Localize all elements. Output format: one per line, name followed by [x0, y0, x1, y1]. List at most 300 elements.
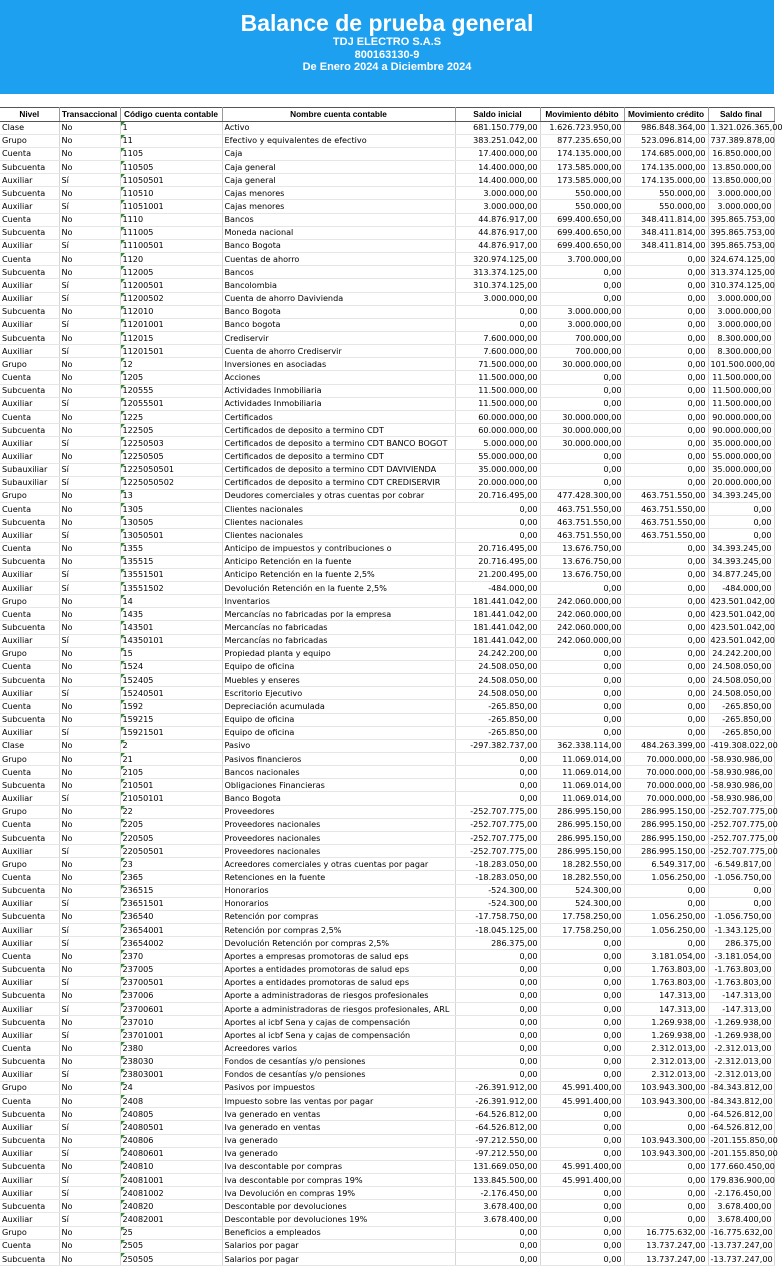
cell-movimiento-credito[interactable]: 484.263.399,00 — [624, 739, 708, 752]
cell-codigo[interactable]: 112010 — [120, 305, 222, 318]
cell-saldo-final[interactable]: 0,00 — [708, 897, 774, 910]
cell-saldo-inicial[interactable]: 0,00 — [455, 1029, 540, 1042]
cell-saldo-inicial[interactable]: -524.300,00 — [455, 897, 540, 910]
cell-nivel[interactable]: Clase — [0, 121, 59, 134]
cell-nivel[interactable]: Cuenta — [0, 1042, 59, 1055]
cell-nivel[interactable]: Auxiliar — [0, 897, 59, 910]
cell-codigo[interactable]: 240806 — [120, 1134, 222, 1147]
cell-nombre[interactable]: Efectivo y equivalentes de efectivo — [222, 134, 455, 147]
cell-movimiento-credito[interactable]: 70.000.000,00 — [624, 766, 708, 779]
cell-nombre[interactable]: Beneficios a empleados — [222, 1226, 455, 1239]
cell-nombre[interactable]: Retención por compras — [222, 910, 455, 923]
cell-movimiento-credito[interactable]: 0,00 — [624, 476, 708, 489]
cell-nivel[interactable]: Cuenta — [0, 371, 59, 384]
cell-saldo-inicial[interactable]: 44.876.917,00 — [455, 213, 540, 226]
cell-movimiento-debito[interactable]: 0,00 — [540, 1134, 624, 1147]
cell-movimiento-debito[interactable]: 0,00 — [540, 1068, 624, 1081]
cell-saldo-inicial[interactable]: 133.845.500,00 — [455, 1174, 540, 1187]
cell-saldo-final[interactable]: 13.850.000,00 — [708, 160, 774, 173]
cell-transaccional[interactable]: No — [59, 766, 120, 779]
cell-nombre[interactable]: Equipo de oficina — [222, 726, 455, 739]
cell-nivel[interactable]: Auxiliar — [0, 174, 59, 187]
cell-movimiento-debito[interactable]: 463.751.550,00 — [540, 529, 624, 542]
cell-movimiento-credito[interactable]: 0,00 — [624, 897, 708, 910]
cell-nombre[interactable]: Inventarios — [222, 595, 455, 608]
cell-codigo[interactable]: 12250503 — [120, 437, 222, 450]
cell-movimiento-credito[interactable]: 16.775.632,00 — [624, 1226, 708, 1239]
cell-saldo-inicial[interactable]: -97.212.550,00 — [455, 1134, 540, 1147]
cell-transaccional[interactable]: No — [59, 305, 120, 318]
cell-movimiento-debito[interactable]: 0,00 — [540, 1252, 624, 1265]
cell-codigo[interactable]: 23701001 — [120, 1029, 222, 1042]
cell-movimiento-credito[interactable]: 0,00 — [624, 279, 708, 292]
cell-nombre[interactable]: Iva generado en ventas — [222, 1108, 455, 1121]
cell-saldo-final[interactable]: -265.850,00 — [708, 700, 774, 713]
cell-transaccional[interactable]: No — [59, 660, 120, 673]
cell-codigo[interactable]: 2370 — [120, 950, 222, 963]
cell-transaccional[interactable]: Sí — [59, 1147, 120, 1160]
cell-transaccional[interactable]: Sí — [59, 897, 120, 910]
cell-movimiento-debito[interactable]: 3.000.000,00 — [540, 318, 624, 331]
cell-nivel[interactable]: Cuenta — [0, 213, 59, 226]
cell-saldo-final[interactable]: -419.308.022,00 — [708, 739, 774, 752]
cell-transaccional[interactable]: Sí — [59, 568, 120, 581]
cell-codigo[interactable]: 11100501 — [120, 239, 222, 252]
cell-codigo[interactable]: 210501 — [120, 779, 222, 792]
cell-codigo[interactable]: 23654002 — [120, 937, 222, 950]
cell-nombre[interactable]: Mercancías no fabricadas por la empresa — [222, 608, 455, 621]
cell-codigo[interactable]: 122505 — [120, 424, 222, 437]
cell-saldo-final[interactable]: 34.393.245,00 — [708, 489, 774, 502]
cell-nivel[interactable]: Auxiliar — [0, 279, 59, 292]
cell-saldo-final[interactable]: 737.389.878,00 — [708, 134, 774, 147]
cell-saldo-inicial[interactable]: 0,00 — [455, 989, 540, 1002]
cell-movimiento-credito[interactable]: 0,00 — [624, 253, 708, 266]
cell-saldo-inicial[interactable]: 21.200.495,00 — [455, 568, 540, 581]
cell-saldo-inicial[interactable]: 60.000.000,00 — [455, 424, 540, 437]
cell-saldo-inicial[interactable]: 0,00 — [455, 753, 540, 766]
cell-saldo-inicial[interactable]: 5.000.000,00 — [455, 437, 540, 450]
cell-movimiento-debito[interactable]: 0,00 — [540, 1239, 624, 1252]
cell-movimiento-credito[interactable]: 0,00 — [624, 937, 708, 950]
cell-codigo[interactable]: 24081001 — [120, 1174, 222, 1187]
cell-nombre[interactable]: Devolución Retención por compras 2,5% — [222, 937, 455, 950]
cell-movimiento-credito[interactable]: 103.943.300,00 — [624, 1095, 708, 1108]
cell-nivel[interactable]: Grupo — [0, 134, 59, 147]
column-header-nivel[interactable]: Nivel — [0, 108, 59, 122]
cell-codigo[interactable]: 23654001 — [120, 924, 222, 937]
cell-movimiento-debito[interactable]: 11.069.014,00 — [540, 792, 624, 805]
cell-movimiento-credito[interactable]: 463.751.550,00 — [624, 516, 708, 529]
cell-transaccional[interactable]: No — [59, 700, 120, 713]
cell-saldo-inicial[interactable]: 181.441.042,00 — [455, 634, 540, 647]
cell-nivel[interactable]: Grupo — [0, 647, 59, 660]
cell-nivel[interactable]: Subcuenta — [0, 1108, 59, 1121]
cell-codigo[interactable]: 11201001 — [120, 318, 222, 331]
cell-nombre[interactable]: Anticipo Retención en la fuente 2,5% — [222, 568, 455, 581]
cell-saldo-final[interactable]: 179.836.900,00 — [708, 1174, 774, 1187]
cell-nivel[interactable]: Grupo — [0, 595, 59, 608]
cell-movimiento-debito[interactable]: 0,00 — [540, 989, 624, 1002]
cell-transaccional[interactable]: No — [59, 989, 120, 1002]
cell-saldo-inicial[interactable]: 11.500.000,00 — [455, 371, 540, 384]
cell-codigo[interactable]: 23700501 — [120, 976, 222, 989]
cell-codigo[interactable]: 1 — [120, 121, 222, 134]
cell-movimiento-credito[interactable]: 2.312.013,00 — [624, 1042, 708, 1055]
cell-saldo-inicial[interactable]: 3.000.000,00 — [455, 200, 540, 213]
cell-saldo-final[interactable]: 395.865.753,00 — [708, 213, 774, 226]
cell-codigo[interactable]: 2105 — [120, 766, 222, 779]
cell-saldo-inicial[interactable]: 24.508.050,00 — [455, 687, 540, 700]
cell-saldo-inicial[interactable]: 20.716.495,00 — [455, 489, 540, 502]
cell-movimiento-credito[interactable]: 0,00 — [624, 292, 708, 305]
cell-nombre[interactable]: Equipo de oficina — [222, 660, 455, 673]
cell-saldo-final[interactable]: 423.501.042,00 — [708, 595, 774, 608]
cell-transaccional[interactable]: No — [59, 358, 120, 371]
cell-nivel[interactable]: Cuenta — [0, 542, 59, 555]
cell-nivel[interactable]: Subcuenta — [0, 621, 59, 634]
cell-nombre[interactable]: Bancos — [222, 213, 455, 226]
cell-nivel[interactable]: Subcuenta — [0, 910, 59, 923]
cell-transaccional[interactable]: No — [59, 332, 120, 345]
cell-nombre[interactable]: Iva generado — [222, 1147, 455, 1160]
column-header-saldo-final[interactable]: Saldo final — [708, 108, 774, 122]
cell-saldo-inicial[interactable]: -252.707.775,00 — [455, 845, 540, 858]
cell-saldo-final[interactable]: 34.393.245,00 — [708, 555, 774, 568]
cell-transaccional[interactable]: Sí — [59, 239, 120, 252]
cell-nombre[interactable]: Salarios por pagar — [222, 1239, 455, 1252]
cell-saldo-inicial[interactable]: -18.283.050,00 — [455, 871, 540, 884]
cell-saldo-inicial[interactable]: 0,00 — [455, 503, 540, 516]
cell-nivel[interactable]: Subauxiliar — [0, 476, 59, 489]
cell-saldo-final[interactable]: 3.678.400,00 — [708, 1213, 774, 1226]
cell-transaccional[interactable]: No — [59, 1108, 120, 1121]
cell-transaccional[interactable]: Sí — [59, 937, 120, 950]
cell-nombre[interactable]: Clientes nacionales — [222, 529, 455, 542]
cell-saldo-final[interactable]: 35.000.000,00 — [708, 463, 774, 476]
cell-saldo-final[interactable]: 423.501.042,00 — [708, 608, 774, 621]
cell-saldo-final[interactable]: -484.000,00 — [708, 581, 774, 594]
cell-transaccional[interactable]: No — [59, 253, 120, 266]
cell-transaccional[interactable]: No — [59, 818, 120, 831]
cell-movimiento-credito[interactable]: 463.751.550,00 — [624, 503, 708, 516]
cell-nivel[interactable]: Auxiliar — [0, 924, 59, 937]
cell-nivel[interactable]: Auxiliar — [0, 1029, 59, 1042]
cell-nombre[interactable]: Inversiones en asociadas — [222, 358, 455, 371]
cell-codigo[interactable]: 110510 — [120, 187, 222, 200]
cell-nivel[interactable]: Auxiliar — [0, 1002, 59, 1015]
cell-nombre[interactable]: Fondos de cesantías y/o pensiones — [222, 1068, 455, 1081]
cell-codigo[interactable]: 152405 — [120, 674, 222, 687]
cell-saldo-final[interactable]: -1.763.803,00 — [708, 976, 774, 989]
cell-nombre[interactable]: Pasivos por impuestos — [222, 1081, 455, 1094]
cell-saldo-final[interactable]: -2.312.013,00 — [708, 1042, 774, 1055]
cell-nombre[interactable]: Anticipo Retención en la fuente — [222, 555, 455, 568]
cell-codigo[interactable]: 21050101 — [120, 792, 222, 805]
cell-saldo-inicial[interactable]: 71.500.000,00 — [455, 358, 540, 371]
cell-movimiento-debito[interactable]: 11.069.014,00 — [540, 779, 624, 792]
cell-movimiento-credito[interactable]: 1.269.938,00 — [624, 1029, 708, 1042]
cell-nombre[interactable]: Banco Bogota — [222, 305, 455, 318]
cell-movimiento-debito[interactable]: 524.300,00 — [540, 884, 624, 897]
cell-nombre[interactable]: Actividades Inmobiliaria — [222, 384, 455, 397]
cell-movimiento-debito[interactable]: 0,00 — [540, 713, 624, 726]
cell-movimiento-credito[interactable]: 0,00 — [624, 358, 708, 371]
cell-nombre[interactable]: Impuesto sobre las ventas por pagar — [222, 1095, 455, 1108]
cell-saldo-final[interactable]: -147.313,00 — [708, 1002, 774, 1015]
cell-movimiento-debito[interactable]: 18.282.550,00 — [540, 871, 624, 884]
cell-transaccional[interactable]: No — [59, 121, 120, 134]
cell-codigo[interactable]: 11200501 — [120, 279, 222, 292]
cell-codigo[interactable]: 237006 — [120, 989, 222, 1002]
cell-saldo-inicial[interactable]: -252.707.775,00 — [455, 805, 540, 818]
cell-nivel[interactable]: Cuenta — [0, 1095, 59, 1108]
cell-saldo-inicial[interactable]: 181.441.042,00 — [455, 595, 540, 608]
cell-transaccional[interactable]: Sí — [59, 687, 120, 700]
cell-movimiento-credito[interactable]: 103.943.300,00 — [624, 1134, 708, 1147]
cell-nivel[interactable]: Auxiliar — [0, 581, 59, 594]
cell-codigo[interactable]: 25 — [120, 1226, 222, 1239]
cell-saldo-inicial[interactable]: 0,00 — [455, 1252, 540, 1265]
cell-transaccional[interactable]: No — [59, 805, 120, 818]
cell-nombre[interactable]: Honorarios — [222, 897, 455, 910]
cell-movimiento-debito[interactable]: 242.060.000,00 — [540, 608, 624, 621]
cell-nivel[interactable]: Auxiliar — [0, 1174, 59, 1187]
cell-movimiento-credito[interactable]: 986.848.364,00 — [624, 121, 708, 134]
cell-nivel[interactable]: Subcuenta — [0, 516, 59, 529]
cell-saldo-inicial[interactable]: 0,00 — [455, 1016, 540, 1029]
cell-movimiento-credito[interactable]: 550.000,00 — [624, 200, 708, 213]
cell-nombre[interactable]: Anticipo de impuestos y contribuciones o — [222, 542, 455, 555]
cell-movimiento-debito[interactable]: 0,00 — [540, 450, 624, 463]
cell-movimiento-debito[interactable]: 362.338.114,00 — [540, 739, 624, 752]
cell-nombre[interactable]: Clientes nacionales — [222, 516, 455, 529]
cell-transaccional[interactable]: No — [59, 1200, 120, 1213]
cell-movimiento-credito[interactable]: 0,00 — [624, 437, 708, 450]
cell-transaccional[interactable]: No — [59, 134, 120, 147]
cell-codigo[interactable]: 1355 — [120, 542, 222, 555]
cell-movimiento-credito[interactable]: 0,00 — [624, 371, 708, 384]
cell-nivel[interactable]: Subauxiliar — [0, 463, 59, 476]
cell-nombre[interactable]: Certificados de deposito a termino CDT — [222, 450, 455, 463]
cell-movimiento-credito[interactable]: 348.411.814,00 — [624, 226, 708, 239]
cell-nombre[interactable]: Salarios por pagar — [222, 1252, 455, 1265]
cell-saldo-final[interactable]: -58.930.986,00 — [708, 779, 774, 792]
cell-saldo-inicial[interactable]: 0,00 — [455, 792, 540, 805]
cell-codigo[interactable]: 13551501 — [120, 568, 222, 581]
cell-nivel[interactable]: Auxiliar — [0, 318, 59, 331]
cell-movimiento-credito[interactable]: 70.000.000,00 — [624, 779, 708, 792]
cell-movimiento-credito[interactable]: 463.751.550,00 — [624, 489, 708, 502]
cell-movimiento-debito[interactable]: 174.135.000,00 — [540, 147, 624, 160]
cell-saldo-inicial[interactable]: 7.600.000,00 — [455, 332, 540, 345]
cell-movimiento-debito[interactable]: 0,00 — [540, 647, 624, 660]
cell-movimiento-debito[interactable]: 700.000,00 — [540, 332, 624, 345]
cell-saldo-final[interactable]: -13.737.247,00 — [708, 1239, 774, 1252]
cell-saldo-final[interactable]: -16.775.632,00 — [708, 1226, 774, 1239]
cell-nombre[interactable]: Caja — [222, 147, 455, 160]
cell-movimiento-debito[interactable]: 0,00 — [540, 384, 624, 397]
cell-transaccional[interactable]: No — [59, 555, 120, 568]
cell-movimiento-debito[interactable]: 0,00 — [540, 687, 624, 700]
cell-nombre[interactable]: Propiedad planta y equipo — [222, 647, 455, 660]
cell-movimiento-debito[interactable]: 0,00 — [540, 292, 624, 305]
cell-nivel[interactable]: Cuenta — [0, 503, 59, 516]
cell-saldo-inicial[interactable]: 0,00 — [455, 1068, 540, 1081]
cell-nivel[interactable]: Subcuenta — [0, 1134, 59, 1147]
cell-saldo-final[interactable]: -252.707.775,00 — [708, 831, 774, 844]
cell-codigo[interactable]: 238030 — [120, 1055, 222, 1068]
cell-saldo-final[interactable]: 3.678.400,00 — [708, 1200, 774, 1213]
cell-movimiento-credito[interactable]: 0,00 — [624, 674, 708, 687]
cell-movimiento-credito[interactable]: 1.763.803,00 — [624, 976, 708, 989]
cell-nombre[interactable]: Aportes a entidades promotoras de salud eps — [222, 963, 455, 976]
cell-saldo-final[interactable]: -84.343.812,00 — [708, 1081, 774, 1094]
cell-codigo[interactable]: 11051001 — [120, 200, 222, 213]
cell-codigo[interactable]: 240810 — [120, 1160, 222, 1173]
cell-movimiento-debito[interactable]: 0,00 — [540, 1016, 624, 1029]
cell-transaccional[interactable]: No — [59, 542, 120, 555]
cell-movimiento-credito[interactable]: 13.737.247,00 — [624, 1239, 708, 1252]
cell-nombre[interactable]: Certificados — [222, 410, 455, 423]
cell-nombre[interactable]: Equipo de oficina — [222, 713, 455, 726]
cell-nivel[interactable]: Auxiliar — [0, 529, 59, 542]
cell-movimiento-credito[interactable]: 0,00 — [624, 1187, 708, 1200]
cell-transaccional[interactable]: Sí — [59, 726, 120, 739]
cell-movimiento-debito[interactable]: 0,00 — [540, 937, 624, 950]
cell-movimiento-debito[interactable]: 173.585.000,00 — [540, 174, 624, 187]
cell-movimiento-debito[interactable]: 0,00 — [540, 371, 624, 384]
cell-movimiento-debito[interactable]: 550.000,00 — [540, 200, 624, 213]
cell-nivel[interactable]: Subcuenta — [0, 424, 59, 437]
cell-transaccional[interactable]: No — [59, 910, 120, 923]
cell-nombre[interactable]: Certificados de deposito a termino CDT BANCO BOGOT — [222, 437, 455, 450]
cell-movimiento-debito[interactable]: 0,00 — [540, 976, 624, 989]
cell-codigo[interactable]: 24080501 — [120, 1121, 222, 1134]
cell-saldo-inicial[interactable]: -484.000,00 — [455, 581, 540, 594]
cell-nivel[interactable]: Subcuenta — [0, 160, 59, 173]
cell-nivel[interactable]: Grupo — [0, 858, 59, 871]
cell-nivel[interactable]: Grupo — [0, 1226, 59, 1239]
cell-saldo-inicial[interactable]: 131.669.050,00 — [455, 1160, 540, 1173]
cell-codigo[interactable]: 24080601 — [120, 1147, 222, 1160]
cell-saldo-inicial[interactable]: -18.283.050,00 — [455, 858, 540, 871]
cell-saldo-inicial[interactable]: 24.508.050,00 — [455, 674, 540, 687]
cell-saldo-final[interactable]: -3.181.054,00 — [708, 950, 774, 963]
cell-nombre[interactable]: Certificados de deposito a termino CDT DAVIVIENDA — [222, 463, 455, 476]
cell-transaccional[interactable]: No — [59, 1226, 120, 1239]
cell-nivel[interactable]: Cuenta — [0, 608, 59, 621]
cell-saldo-final[interactable]: -1.763.803,00 — [708, 963, 774, 976]
cell-nombre[interactable]: Banco Bogota — [222, 239, 455, 252]
cell-movimiento-debito[interactable]: 11.069.014,00 — [540, 766, 624, 779]
cell-transaccional[interactable]: No — [59, 516, 120, 529]
cell-nivel[interactable]: Auxiliar — [0, 1121, 59, 1134]
cell-codigo[interactable]: 14 — [120, 595, 222, 608]
cell-codigo[interactable]: 143501 — [120, 621, 222, 634]
cell-nombre[interactable]: Cuenta de ahorro Crediservir — [222, 345, 455, 358]
cell-movimiento-credito[interactable]: 70.000.000,00 — [624, 792, 708, 805]
cell-saldo-inicial[interactable]: 320.974.125,00 — [455, 253, 540, 266]
cell-codigo[interactable]: 1120 — [120, 253, 222, 266]
cell-movimiento-debito[interactable]: 0,00 — [540, 1213, 624, 1226]
cell-transaccional[interactable]: Sí — [59, 792, 120, 805]
cell-nombre[interactable]: Caja general — [222, 174, 455, 187]
cell-movimiento-debito[interactable]: 242.060.000,00 — [540, 621, 624, 634]
cell-movimiento-debito[interactable]: 45.991.400,00 — [540, 1095, 624, 1108]
cell-movimiento-debito[interactable]: 242.060.000,00 — [540, 634, 624, 647]
cell-saldo-final[interactable]: 0,00 — [708, 516, 774, 529]
cell-movimiento-debito[interactable]: 13.676.750,00 — [540, 542, 624, 555]
cell-nivel[interactable]: Auxiliar — [0, 937, 59, 950]
cell-nombre[interactable]: Cajas menores — [222, 200, 455, 213]
cell-saldo-final[interactable]: 1.321.026.365,00 — [708, 121, 774, 134]
cell-saldo-final[interactable]: -252.707.775,00 — [708, 805, 774, 818]
cell-movimiento-credito[interactable]: 174.685.000,00 — [624, 147, 708, 160]
cell-codigo[interactable]: 159215 — [120, 713, 222, 726]
cell-transaccional[interactable]: Sí — [59, 1121, 120, 1134]
cell-nivel[interactable]: Cuenta — [0, 871, 59, 884]
cell-codigo[interactable]: 24 — [120, 1081, 222, 1094]
cell-movimiento-debito[interactable]: 0,00 — [540, 1200, 624, 1213]
cell-saldo-final[interactable]: -58.930.986,00 — [708, 766, 774, 779]
cell-codigo[interactable]: 250505 — [120, 1252, 222, 1265]
cell-movimiento-debito[interactable]: 477.428.300,00 — [540, 489, 624, 502]
cell-codigo[interactable]: 135515 — [120, 555, 222, 568]
cell-saldo-inicial[interactable]: 20.716.495,00 — [455, 555, 540, 568]
cell-saldo-final[interactable]: 395.865.753,00 — [708, 226, 774, 239]
cell-saldo-inicial[interactable]: 0,00 — [455, 1055, 540, 1068]
cell-nombre[interactable]: Devolución Retención en la fuente 2,5% — [222, 581, 455, 594]
cell-saldo-final[interactable]: -13.737.247,00 — [708, 1252, 774, 1265]
cell-nombre[interactable]: Bancolombia — [222, 279, 455, 292]
cell-movimiento-credito[interactable]: 0,00 — [624, 542, 708, 555]
cell-nombre[interactable]: Aportes al icbf Sena y cajas de compensación — [222, 1029, 455, 1042]
cell-nivel[interactable]: Auxiliar — [0, 568, 59, 581]
cell-movimiento-debito[interactable]: 0,00 — [540, 1226, 624, 1239]
cell-nombre[interactable]: Certificados de deposito a termino CDT — [222, 424, 455, 437]
cell-movimiento-credito[interactable]: 13.737.247,00 — [624, 1252, 708, 1265]
cell-movimiento-credito[interactable]: 1.763.803,00 — [624, 963, 708, 976]
cell-codigo[interactable]: 24082001 — [120, 1213, 222, 1226]
cell-saldo-final[interactable]: 8.300.000,00 — [708, 345, 774, 358]
cell-codigo[interactable]: 1524 — [120, 660, 222, 673]
cell-codigo[interactable]: 120555 — [120, 384, 222, 397]
cell-movimiento-debito[interactable]: 11.069.014,00 — [540, 753, 624, 766]
cell-nivel[interactable]: Grupo — [0, 358, 59, 371]
column-header-saldo-inicial[interactable]: Saldo inicial — [455, 108, 540, 122]
cell-saldo-inicial[interactable]: -64.526.812,00 — [455, 1121, 540, 1134]
cell-saldo-inicial[interactable]: 35.000.000,00 — [455, 463, 540, 476]
cell-movimiento-debito[interactable]: 30.000.000,00 — [540, 410, 624, 423]
cell-saldo-final[interactable]: -6.549.817,00 — [708, 858, 774, 871]
cell-transaccional[interactable]: Sí — [59, 1068, 120, 1081]
cell-nivel[interactable]: Auxiliar — [0, 200, 59, 213]
cell-codigo[interactable]: 2 — [120, 739, 222, 752]
cell-nivel[interactable]: Subcuenta — [0, 1016, 59, 1029]
cell-movimiento-credito[interactable]: 0,00 — [624, 687, 708, 700]
cell-movimiento-credito[interactable]: 2.312.013,00 — [624, 1055, 708, 1068]
cell-nivel[interactable]: Subcuenta — [0, 779, 59, 792]
cell-nivel[interactable]: Grupo — [0, 805, 59, 818]
cell-transaccional[interactable]: No — [59, 266, 120, 279]
cell-transaccional[interactable]: No — [59, 713, 120, 726]
cell-saldo-final[interactable]: -252.707.775,00 — [708, 818, 774, 831]
cell-movimiento-debito[interactable]: 1.626.723.950,00 — [540, 121, 624, 134]
cell-movimiento-debito[interactable]: 700.000,00 — [540, 345, 624, 358]
cell-transaccional[interactable]: No — [59, 871, 120, 884]
cell-saldo-inicial[interactable]: -252.707.775,00 — [455, 818, 540, 831]
